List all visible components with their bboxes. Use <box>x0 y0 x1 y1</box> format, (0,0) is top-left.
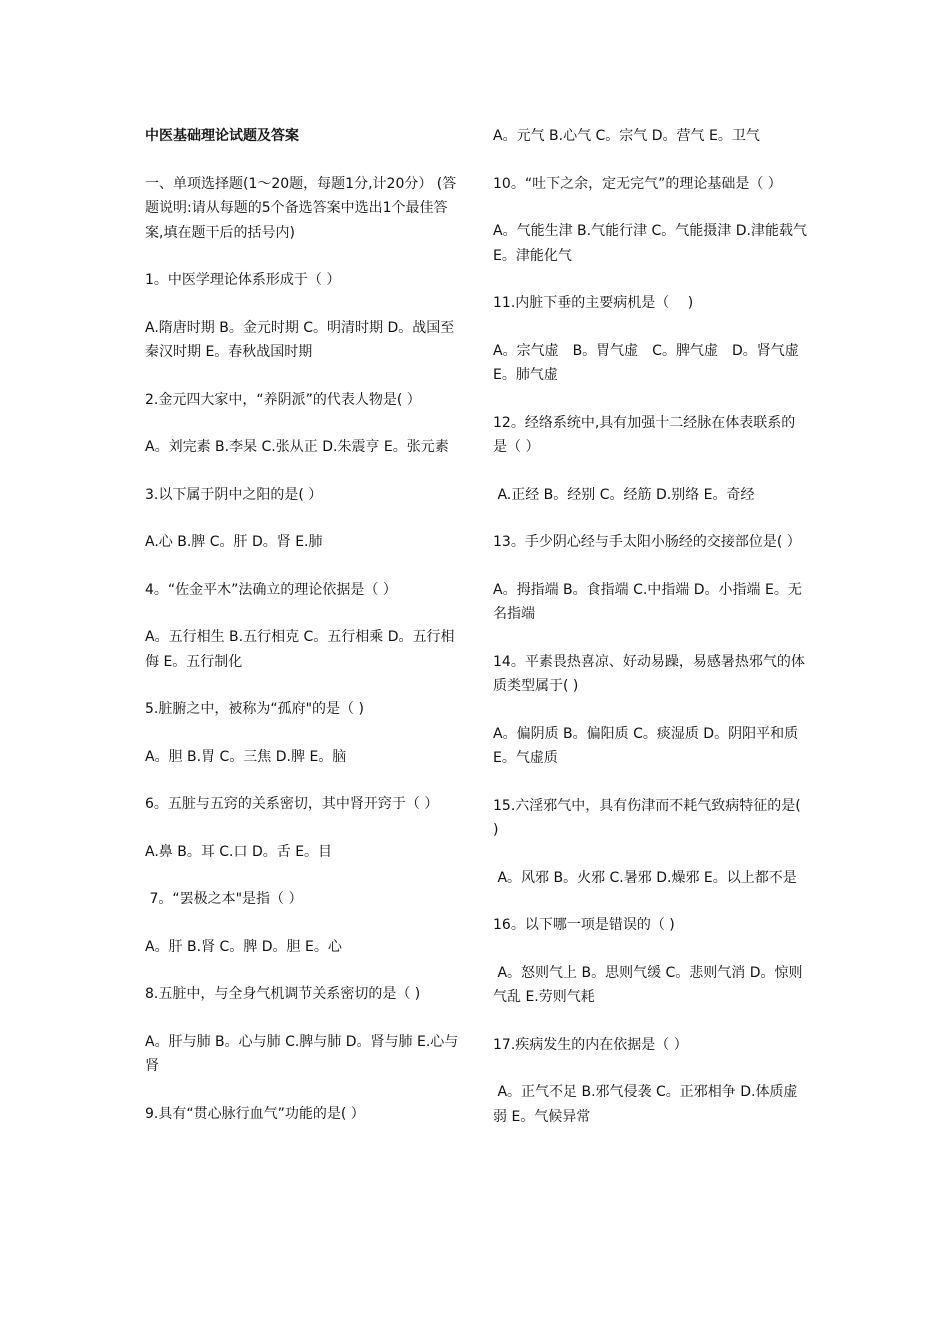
options-9: A。元气 B.心气 C。宗气 D。营气 E。卫气 <box>493 128 760 144</box>
question-16: 16。以下哪一项是错误的（ ) <box>493 917 675 933</box>
options-1: A.隋唐时期 B。金元时期 C。明清时期 D。战国至秦汉时期 E。春秋战国时期 <box>145 319 455 360</box>
question-4: 4。“佐金平木”法确立的理论依据是（ ） <box>145 581 397 598</box>
options-5: A。胆 B.胃 C。三焦 D.脾 E。脑 <box>145 748 347 765</box>
options-3: A.心 B.脾 C。肝 D。肾 E.肺 <box>145 534 323 550</box>
question-15: 15.六淫邪气中，具有伤津而不耗气致病特征的是( ) <box>493 797 806 838</box>
question-9: 9.具有“贯心脉行血气”功能的是( ） <box>145 1105 365 1122</box>
options-10: A。气能生津 B.气能行津 C。气能摄津 D.津能载气 E。津能化气 <box>493 223 812 264</box>
question-13: 13。手少阴心经与手太阳小肠经的交接部位是( ） <box>493 534 801 550</box>
question-14: 14。平素畏热喜凉、好动易躁，易感暑热邪气的体质类型属于( ) <box>493 653 805 694</box>
options-16: A。怒则气上 B。思则气缓 C。悲则气消 D。惊则气乱 E.劳则气耗 <box>493 964 803 1005</box>
question-3: 3.以下属于阴中之阳的是( ） <box>145 486 323 503</box>
question-2: 2.金元四大家中，“养阴派”的代表人物是( ） <box>145 391 421 408</box>
question-8: 8.五脏中，与全身气机调节关系密切的是（ ) <box>145 986 421 1002</box>
options-14: A。偏阴质 B。偏阳质 C。痰湿质 D。阴阳平和质 E。气虚质 <box>493 725 803 766</box>
question-10: 10。“吐下之余，定无完气”的理论基础是（ ） <box>493 175 782 192</box>
options-7: A。肝 B.肾 C。脾 D。胆 E。心 <box>145 938 342 955</box>
options-15: A。风邪 B。火邪 C.暑邪 D.燥邪 E。以上都不是 <box>493 869 797 886</box>
question-6: 6。五脏与五窍的关系密切，其中肾开窍于（ ） <box>145 796 439 812</box>
question-1: 1。中医学理论体系形成于（ ） <box>145 272 341 288</box>
question-7: 7。“罢极之本"是指（ ） <box>145 891 303 907</box>
document-title: 中医基础理论试题及答案 <box>145 128 299 144</box>
options-6: A.鼻 B。耳 C.口 D。舌 E。目 <box>145 843 333 860</box>
question-11: 11.内脏下垂的主要病机是（ ) <box>493 295 694 311</box>
options-8: A。肝与肺 B。心与肺 C.脾与肺 D。肾与肺 E.心与肾 <box>145 1033 459 1074</box>
options-11: A。宗气虚 B。胃气虚 C。脾气虚 D。肾气虚 E。肺气虚 <box>493 342 804 383</box>
question-12: 12。经络系统中,具有加强十二经脉在体表联系的是（ ） <box>493 414 796 455</box>
section-instructions: 一、单项选择题(1～20题，每题1分,计20分） (答题说明:请从每题的5个备选答案中选出1个最佳答案,填在题干后的括号内) <box>145 175 457 241</box>
options-2: A。刘完素 B.李杲 C.张从正 D.朱震亨 E。张元素 <box>145 439 449 455</box>
right-column <box>493 124 812 1152</box>
left-column <box>145 124 460 1149</box>
options-17: A。正气不足 B.邪气侵袭 C。正邪相争 D.体质虚弱 E。气候异常 <box>493 1084 798 1125</box>
options-4: A。五行相生 B.五行相克 C。五行相乘 D。五行相侮 E。五行制化 <box>145 629 455 670</box>
question-17: 17.疾病发生的内在依据是（ ） <box>493 1036 688 1053</box>
question-5: 5.脏腑之中，被称为“孤府"的是（ ) <box>145 701 364 717</box>
options-13: A。拇指端 B。食指端 C.中指端 D。小指端 E。无名指端 <box>493 581 802 622</box>
options-12: A.正经 B。经别 C。经筋 D.别络 E。奇经 <box>493 486 755 503</box>
